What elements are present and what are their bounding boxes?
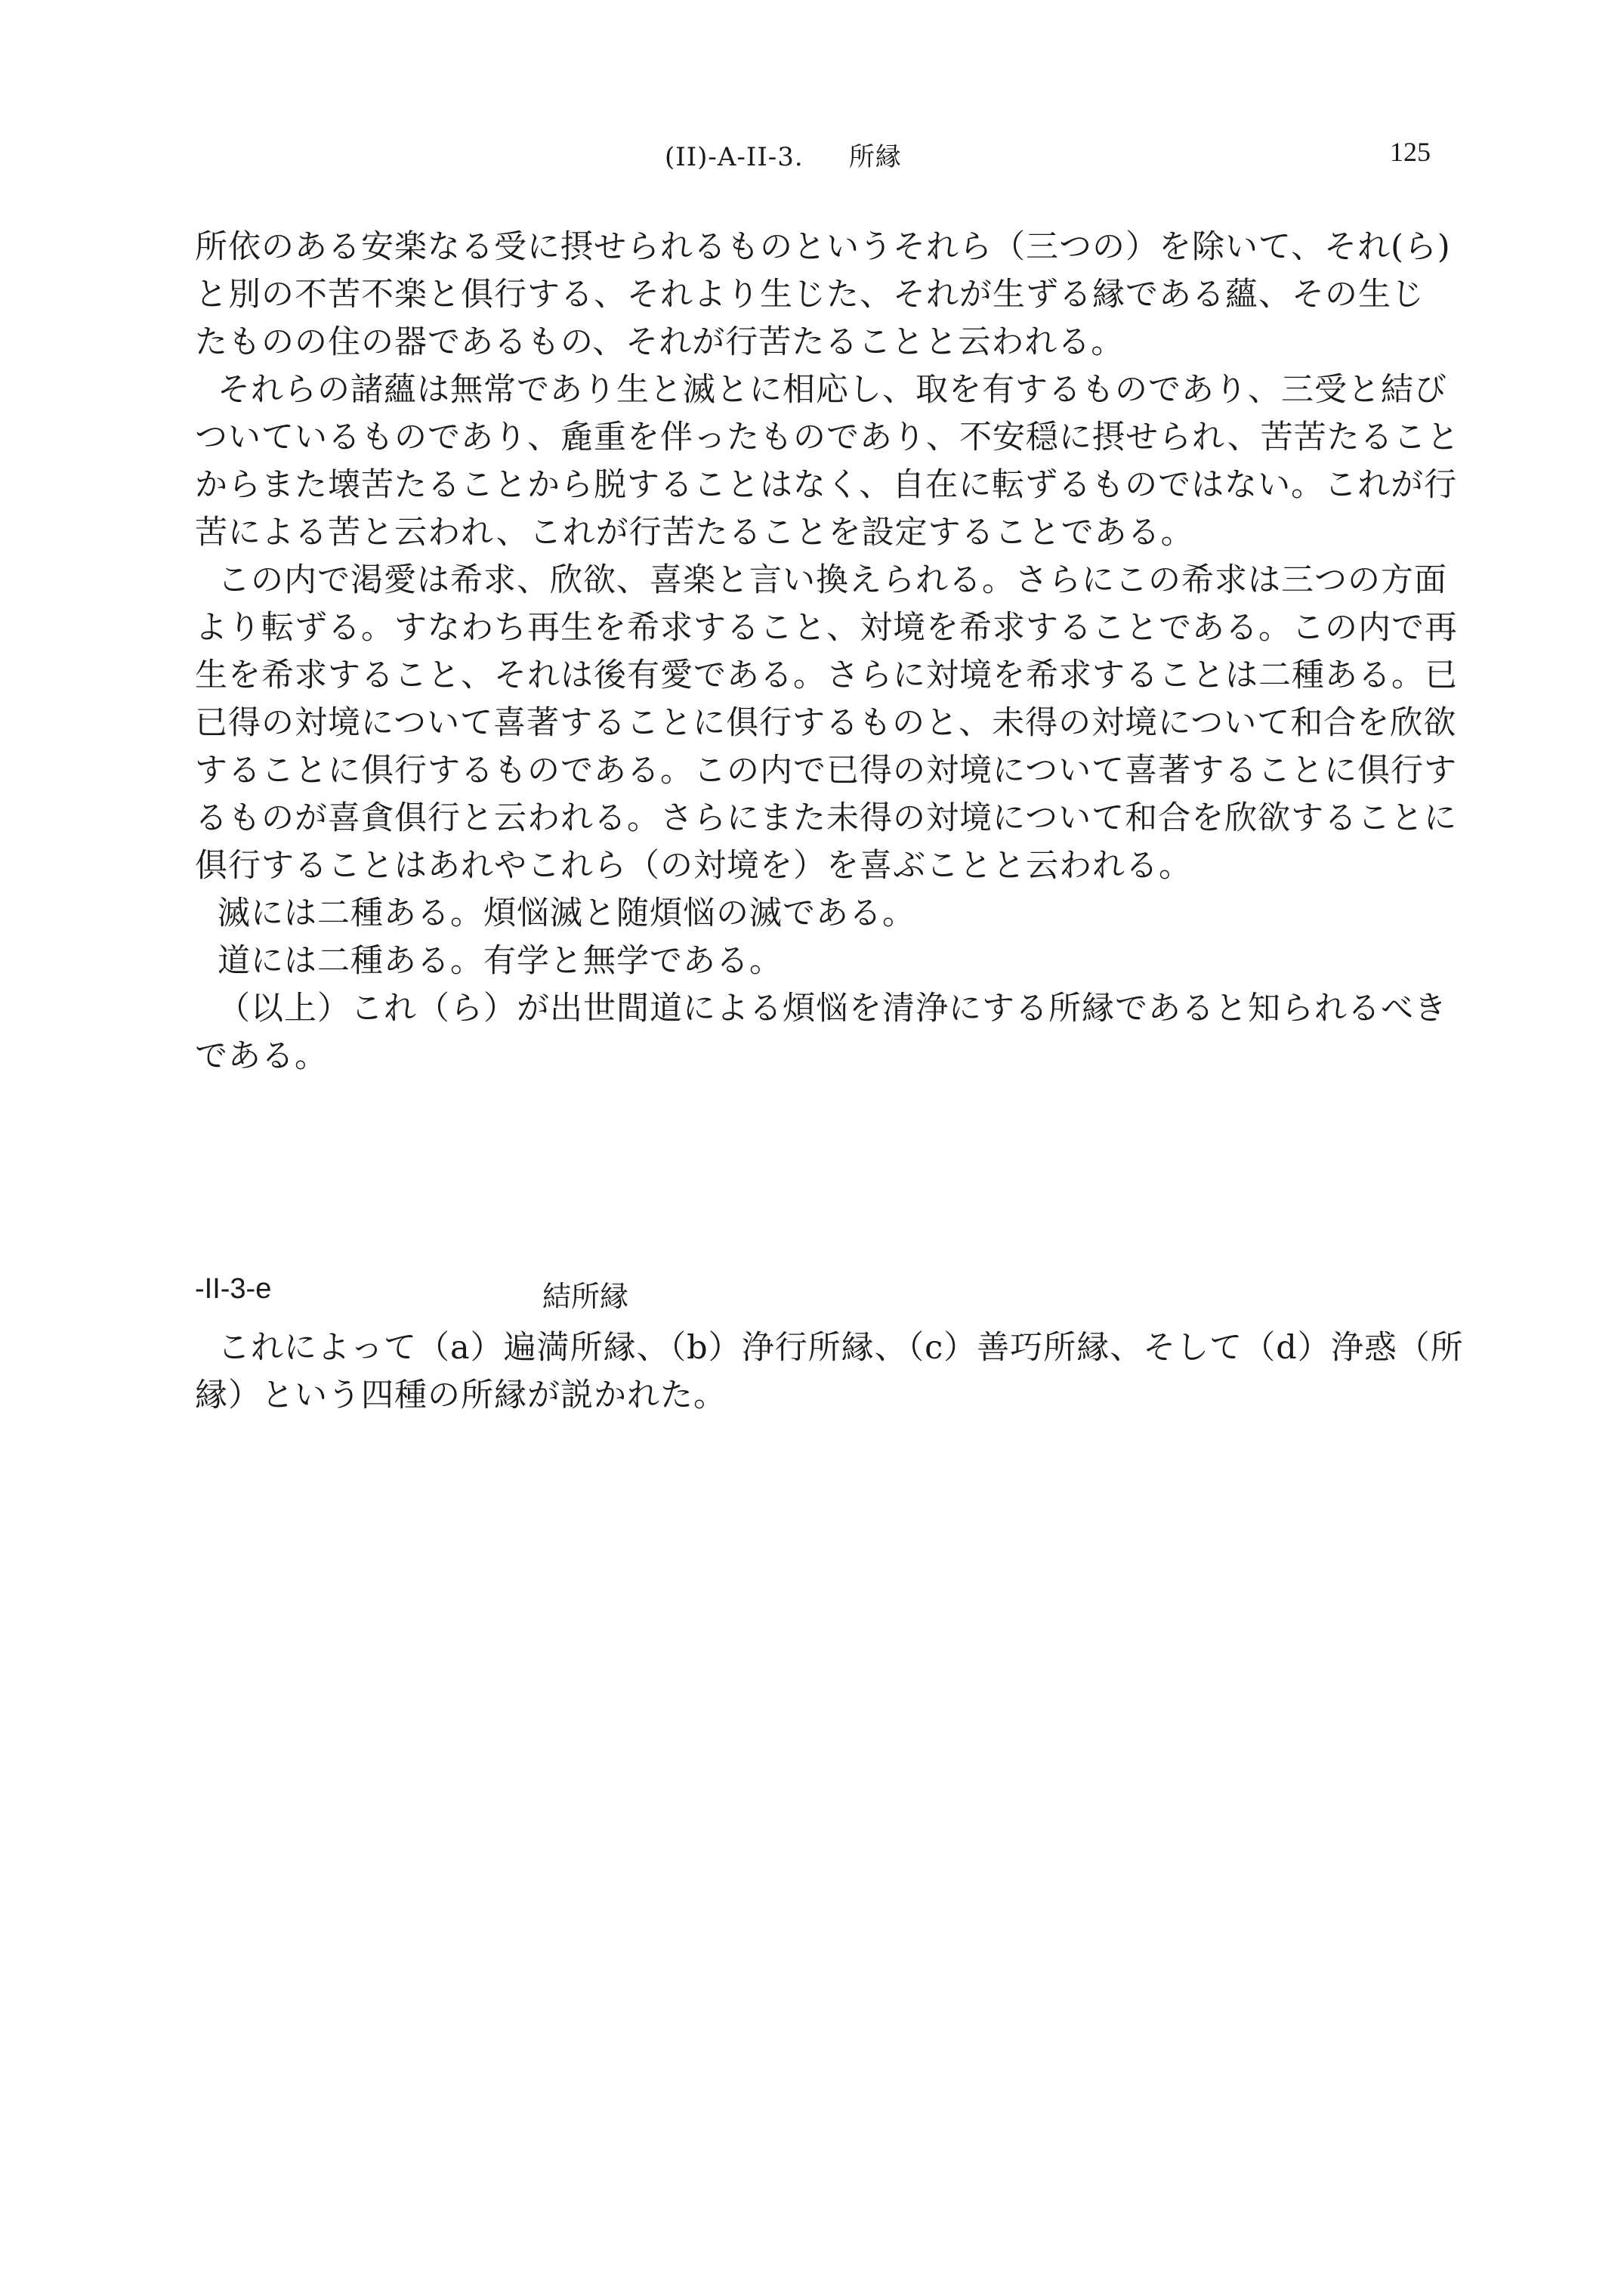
text-line: 道には二種ある。有学と無学である。 xyxy=(218,942,783,980)
text-line: である。 xyxy=(195,1037,328,1075)
section-text xyxy=(195,1324,1464,1420)
text-line: これによって（a）遍満所縁、（b）浄行所縁、（c）善巧所縁、そして（d）浄惑（所 xyxy=(218,1329,1464,1367)
text-line: からまた壊苦たることから脱することはなく、自在に転ずるものではない。これが行 xyxy=(195,466,1458,504)
text-line: 滅には二種ある。煩悩滅と随煩悩の滅である。 xyxy=(218,895,915,932)
running-header xyxy=(665,136,902,173)
text-line: と別の不苦不楽と俱行する、それより生じた、それが生ずる縁である蘊、その生じ xyxy=(195,276,1425,314)
text-line: 已得の対境について喜著することに俱行するものと、未得の対境について和合を欣欲 xyxy=(195,704,1457,742)
text-line: ついているものであり、麁重を伴ったものであり、不安穏に摂せられ、苦苦たること xyxy=(195,419,1460,456)
text-line: それらの諸蘊は無常であり生と滅とに相応し、取を有するものであり、三受と結び xyxy=(218,371,1447,409)
text-line: たものの住の器であるもの、それが行苦たることと云われる。 xyxy=(195,323,1125,361)
section-heading xyxy=(195,1273,629,1313)
section-id: -II-3-e xyxy=(195,1273,272,1305)
text-line: るものが喜貪俱行と云われる。さらにまた未得の対境について和合を欣欲することに xyxy=(195,799,1458,837)
text-line: 苦による苦と云われ、これが行苦たることを設定することである。 xyxy=(195,514,1194,552)
header-section-name: 所縁 xyxy=(848,142,902,172)
text-line: 生を希求すること、それは後有愛である。さらに対境を希求することは二種ある。已 xyxy=(195,657,1458,694)
header-section-id: (II)-A-II-3. xyxy=(665,142,804,172)
text-line: 所依のある安楽なる受に摂せられるものというそれら（三つの）を除いて、それ(ら) xyxy=(195,228,1451,266)
main-text xyxy=(195,224,1460,1080)
text-line: （以上）これ（ら）が出世間道による煩悩を清浄にする所縁であると知られるべき xyxy=(218,990,1447,1027)
text-line: この内で渇愛は希求、欣欲、喜楽と言い換えられる。さらにこの希求は三つの方面 xyxy=(218,561,1447,599)
text-line: より転ずる。すなわち再生を希求すること、対境を希求することである。この内で再 xyxy=(195,609,1458,647)
page-number: 125 xyxy=(1390,137,1431,167)
section-title: 結所縁 xyxy=(542,1281,629,1313)
text-line: 縁）という四種の所縁が説かれた。 xyxy=(195,1377,727,1414)
text-line: することに俱行するものである。この内で已得の対境について喜著することに俱行す xyxy=(195,752,1458,790)
text-line: 俱行することはあれやこれら（の対境を）を喜ぶことと云われる。 xyxy=(195,847,1192,885)
